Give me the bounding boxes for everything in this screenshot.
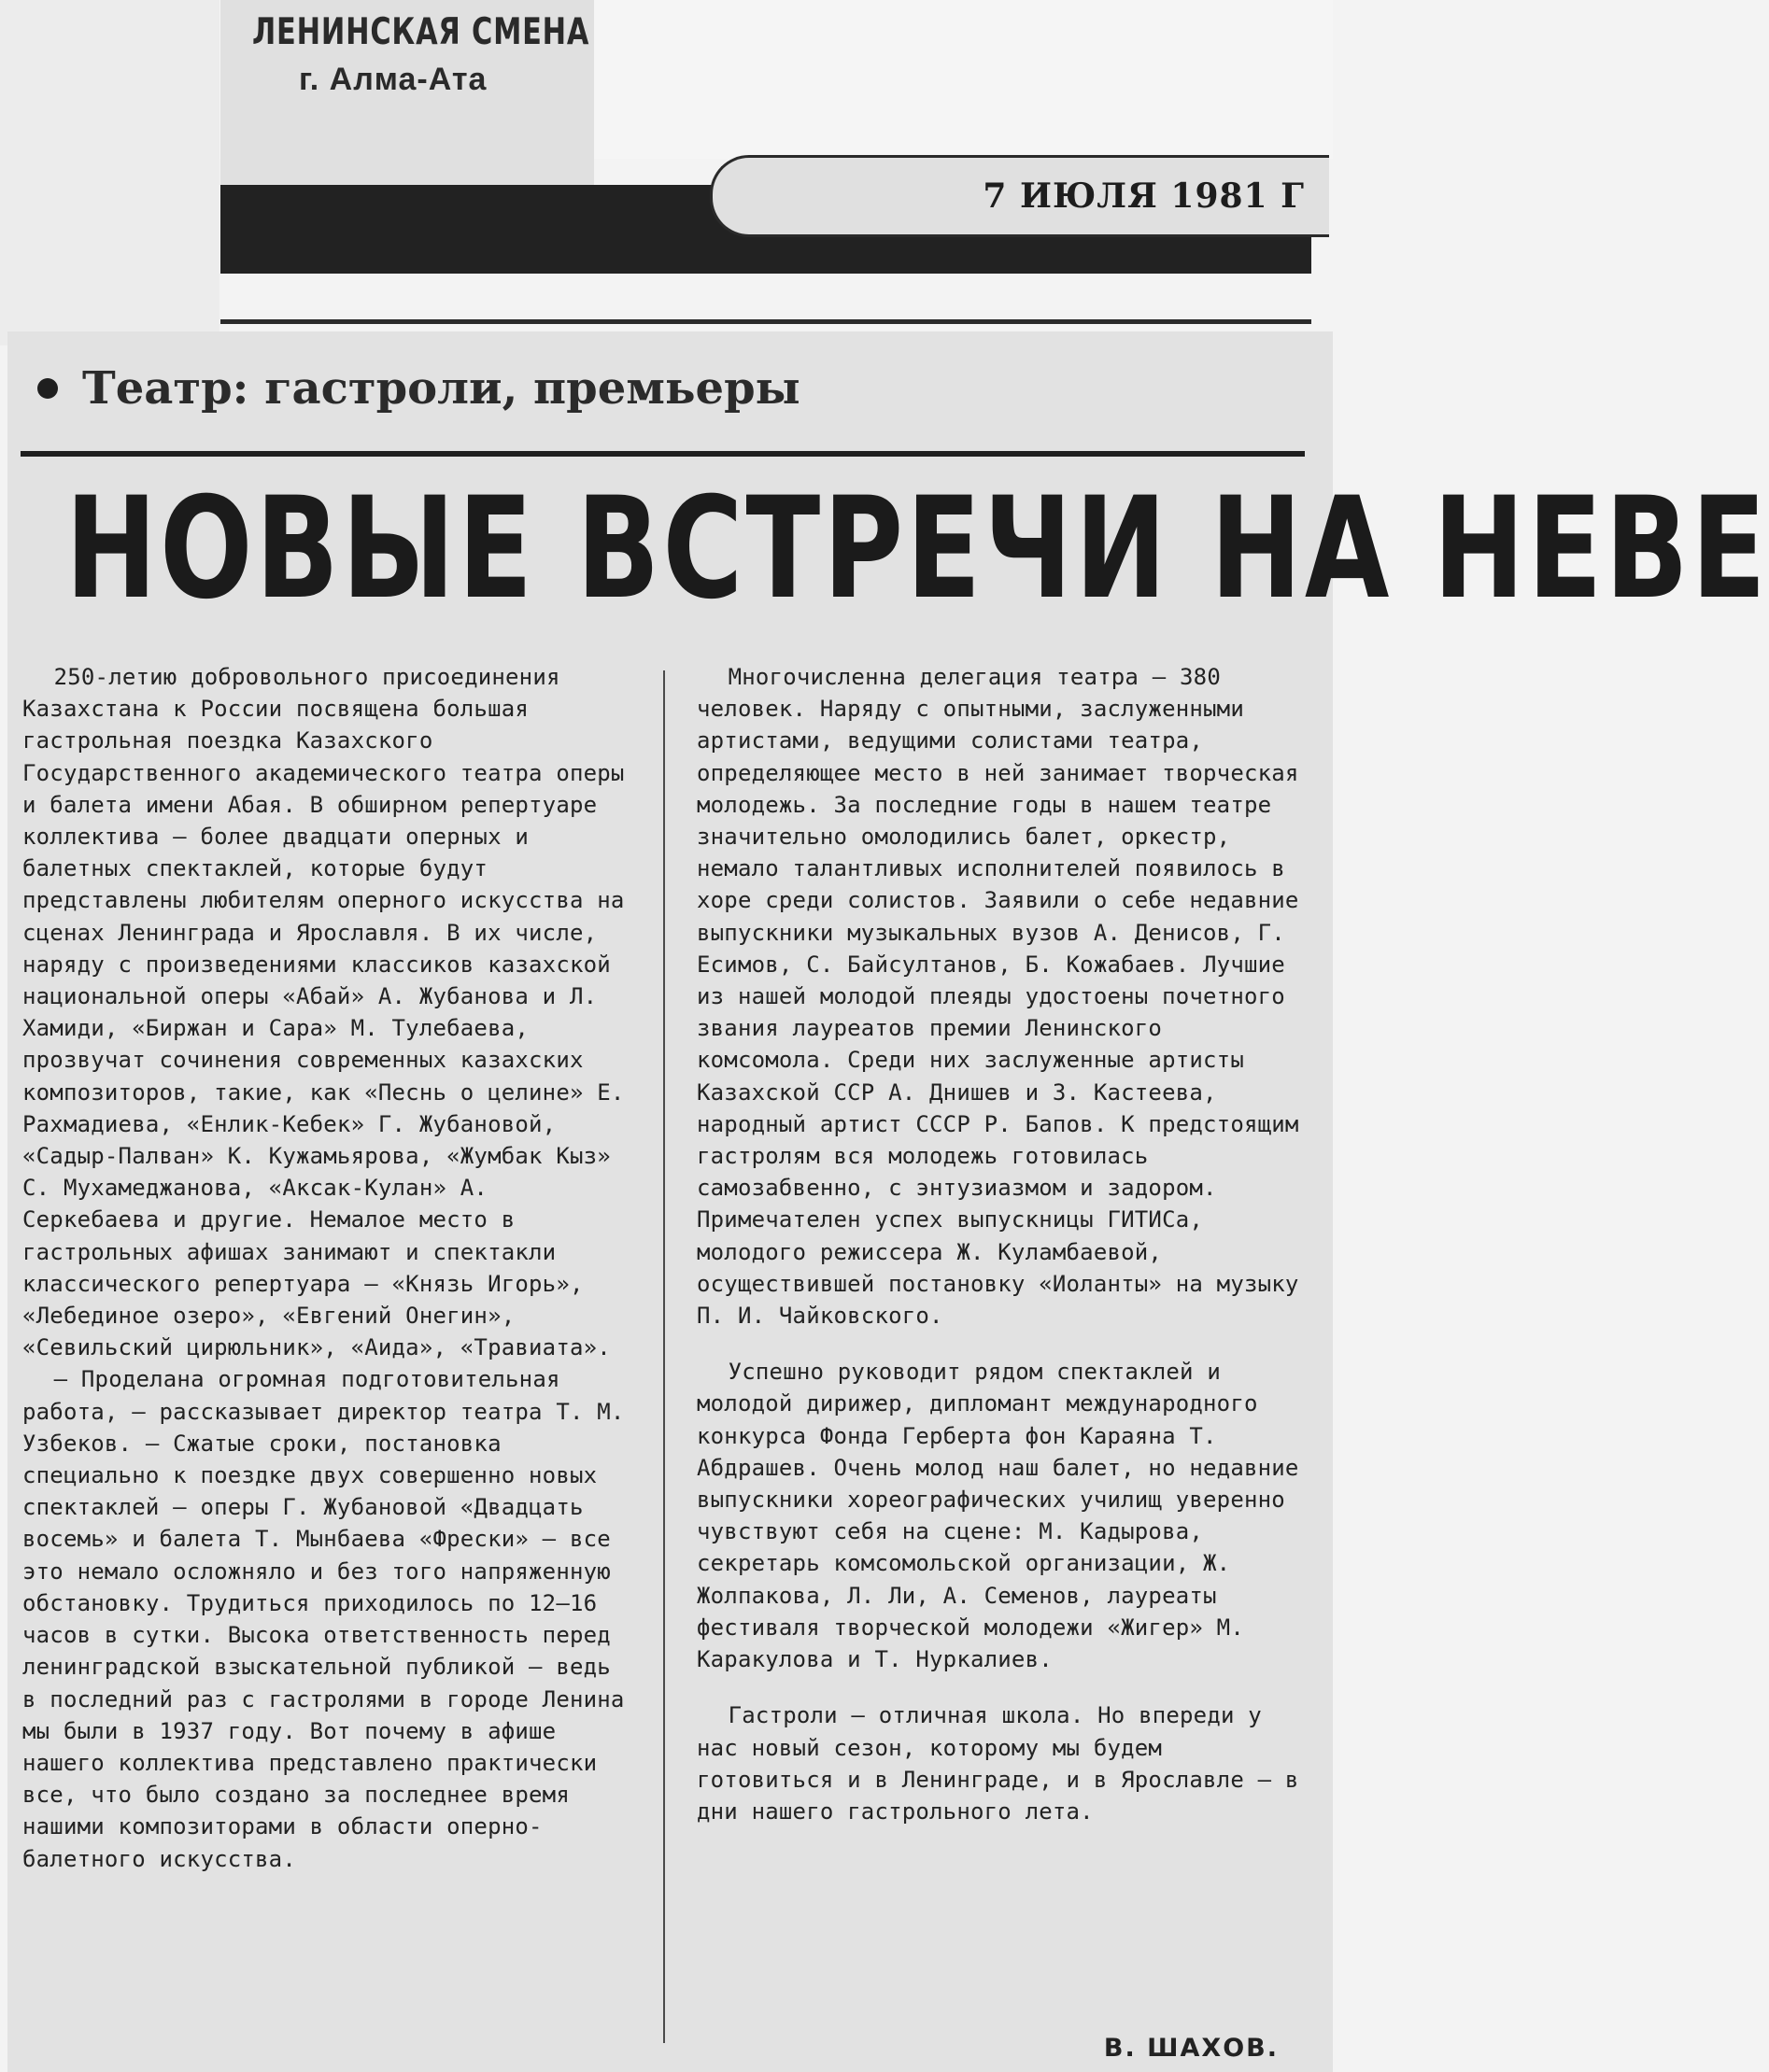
article-column-right <box>697 661 1306 1827</box>
author-signature: В. ШАХОВ. <box>1103 2034 1279 2063</box>
issue-date: 7 ИЮЛЯ 1981 Г <box>983 176 1305 216</box>
rubric <box>37 362 800 415</box>
paragraph: 250-летию добровольного присоединения Казахстана к России посвящена большая гастрольная поездка Казахского Государственного академического театра оперы и балета имени Абая. В обширном репертуаре коллектива — более двадцати оперных и балетных спектаклей, которые будут представлены любителям оперного искусства на сценах Ленинграда и Ярославля. В их числе, наряду с произведениями классиков казахской национальной оперы «Абай» А. Жубанова и Л. Хамиди, «Биржан и Сара» М. Тулебаева, прозвучат сочинения современных казахских композиторов, такие, как «Песнь о целине» Е. Рахмадиева, «Енлик-Кебек» Г. Жубановой, «Садыр-Палван» К. Кужамьярова, «Жумбак Кыз» С. Мухамеджанова, «Аксак-Кулан» А. Серкебаева и другие. Немалое место в гастрольных афишах занимают и спектакли классического репертуара — «Князь Игорь», «Лебединое озеро», «Евгений Онегин», «Севильский цирюльник», «Аида», «Травиата». <box>22 664 625 1361</box>
paragraph: Гастроли — отличная школа. Но впереди у нас новый сезон, которому мы будем готовиться и в Ленинграде, и в Ярославле — в дни нашего гастрольного лета. <box>697 1702 1299 1825</box>
column-divider <box>663 670 665 2043</box>
newspaper-name: ЛЕНИНСКАЯ СМЕНА <box>252 11 590 53</box>
paragraph: Успешно руководит рядом спектаклей и молодой дирижер, дипломант международного конкурса Фонда Герберта фон Караяна Т. Абдрашев. Очень молод наш балет, но недавние выпускники хореографических училищ уверенно чувствуют себя на сцене: М. Кадырова, секретарь комсомольской организации, Ж. Жолпакова, Л. Ли, А. Семенов, лауреаты фестиваля творческой молодежи «Жигер» М. Каракулова и Т. Нуркалиев. <box>697 1359 1299 1673</box>
date-tab <box>710 155 1329 237</box>
rubric-rule <box>21 451 1305 457</box>
rubric-text: Театр: гастроли, премьеры <box>82 362 800 415</box>
bullet-icon <box>37 378 58 399</box>
scan-background <box>0 0 219 345</box>
paragraph: — Проделана огромная подготовительная работа, — рассказывает директор театра Т. М. Узбеков. — Сжатые сроки, постановка специально к поездке двух совершенно новых спектаклей — оперы Г. Жубановой «Двадцать восемь» и балета Т. Мынбаева «Фрески» — все это немало осложняло и без того напряженную обстановку. Трудиться приходилось по 12—16 часов в сутки. Высока ответственность перед ленинградской взыскательной публикой — ведь в последний раз с гастролями в городе Ленина мы были в 1937 году. Вот почему в афише нашего коллектива представлено практически все, что было создано за последнее время нашими композиторами в области оперно-балетного искусства. <box>22 1366 625 1872</box>
newspaper-city: г. Алма-Ата <box>299 62 488 97</box>
article-column-left <box>22 661 630 1875</box>
band-rule <box>220 319 1311 324</box>
headline: НОВЫЕ ВСТРЕЧИ НА НЕВЕ <box>65 468 1769 630</box>
paragraph: Многочисленна делегация театра — 380 человек. Наряду с опытными, заслуженными артистами, ведущими солистами театра, определяющее место в ней занимает творческая молодежь. За последние годы в нашем театре значительно омолодились балет, оркестр, немало талантливых исполнителей появилось в хоре среди солистов. Заявили о себе недавние выпускники музыкальных вузов А. Денисов, Г. Есимов, С. Байсултанов, Б. Кожабаев. Лучшие из нашей молодой плеяды удостоены почетного звания лауреатов премии Ленинского комсомола. Среди них заслуженные артисты Казахской ССР А. Днишев и З. Кастеева, народный артист СССР Р. Бапов. К предстоящим гастролям вся молодежь готовилась самозабвенно, с энтузиазмом и задором. Примечателен успех выпускницы ГИТИСа, молодого режиссера Ж. Куламбаевой, осуществившей постановку «Иоланты» на музыку П. И. Чайковского. <box>697 664 1299 1330</box>
